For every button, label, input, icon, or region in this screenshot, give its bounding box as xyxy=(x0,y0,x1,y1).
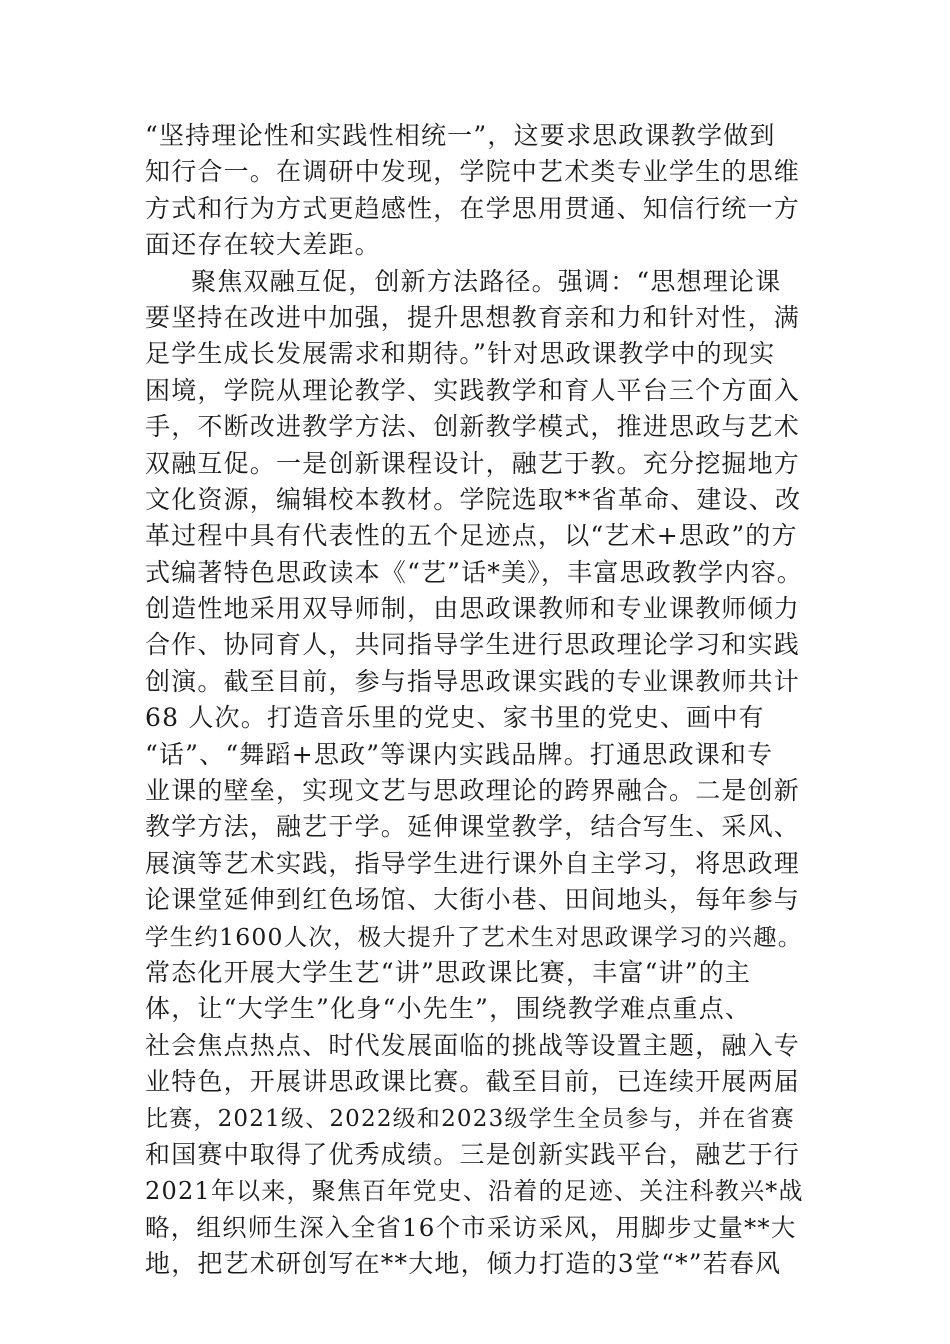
text-line: 地，把艺术研创写在**大地，倾力打造的3堂“*”若春风 xyxy=(145,1249,782,1279)
text-line: 面还存在较大差距。 xyxy=(145,230,381,260)
text-line: 学生约1600人次，极大提升了艺术生对思政课学习的兴趣。 xyxy=(145,922,803,951)
text-line: 困境，学院从理论教学、实践教学和育人平台三个方面入 xyxy=(145,375,801,405)
text-line: 文化资源，编辑校本教材。学院选取**省革命、建设、改 xyxy=(145,484,802,514)
paragraph-first-line: 聚焦双融互促，创新方法路径。强调：“思想理论课 xyxy=(191,266,782,296)
text-line: 体，让“大学生”化身“小先生”，围绕教学难点重点、 xyxy=(145,994,752,1024)
text-line: 2021年以来，聚焦百年党史、沿着的足迹、关注科教兴*战 xyxy=(145,1177,804,1206)
text-line: 68 人次。打造音乐里的党史、家书里的党史、画中有 xyxy=(145,703,765,733)
text-line: 革过程中具有代表性的五个足迹点，以“艺术+思政”的方 xyxy=(145,521,798,551)
text-line: 略，组织师生深入全省16个市采访采风，用脚步丈量**大 xyxy=(145,1212,797,1242)
text-line: 社会焦点热点、时代发展面临的挑战等设置主题，融入专 xyxy=(145,1030,801,1060)
text-line: 论课堂延伸到红色场馆、大街小巷、田间地头，每年参与 xyxy=(145,885,801,915)
text-line: “话”、“舞蹈+思政”等课内实践品牌。打通思政课和专 xyxy=(145,739,774,769)
text-line: 知行合一。在调研中发现，学院中艺术类专业学生的思维 xyxy=(145,157,801,187)
text-line: 要坚持在改进中加强，提升思想教育亲和力和针对性，满 xyxy=(145,302,801,332)
text-line: 创造性地采用双导师制，由思政课教师和专业课教师倾力 xyxy=(145,594,801,624)
text-line: 手，不断改进教学方法、创新教学模式，推进思政与艺术 xyxy=(145,412,801,442)
text-line: 教学方法，融艺于学。延伸课堂教学，结合写生、采风、 xyxy=(145,812,801,842)
text-line: 足学生成长发展需求和期待。”针对思政课教学中的现实 xyxy=(145,339,776,369)
body-text xyxy=(145,118,805,1283)
text-line: 合作、协同育人，共同指导学生进行思政理论学习和实践 xyxy=(145,630,801,660)
text-line: 比赛，2021级、2022级和2023级学生全员参与，并在省赛 xyxy=(145,1105,795,1132)
text-line: 双融互促。一是创新课程设计，融艺于教。充分挖掘地方 xyxy=(145,448,801,478)
text-line: 式编著特色思政读本《“艺”话*美》，丰富思政教学内容。 xyxy=(145,557,803,587)
text-line: 业课的壁垒，实现文艺与思政理论的跨界融合。二是创新 xyxy=(145,776,801,806)
text-line: 业特色，开展讲思政课比赛。截至目前，已连续开展两届 xyxy=(145,1067,801,1097)
text-line: “坚持理论性和实践性相统一”，这要求思政课教学做到 xyxy=(145,121,776,150)
text-line: 展演等艺术实践，指导学生进行课外自主学习，将思政理 xyxy=(145,848,801,878)
text-line: 和国赛中取得了优秀成绩。三是创新实践平台，融艺于行 xyxy=(145,1139,801,1169)
text-line: 创演。截至目前，参与指导思政课实践的专业课教师共计 xyxy=(145,666,801,696)
text-line: 方式和行为方式更趋感性，在学思用贯通、知信行统一方 xyxy=(145,193,801,223)
text-line: 常态化开展大学生艺“讲”思政课比赛，丰富“讲”的主 xyxy=(145,957,752,987)
